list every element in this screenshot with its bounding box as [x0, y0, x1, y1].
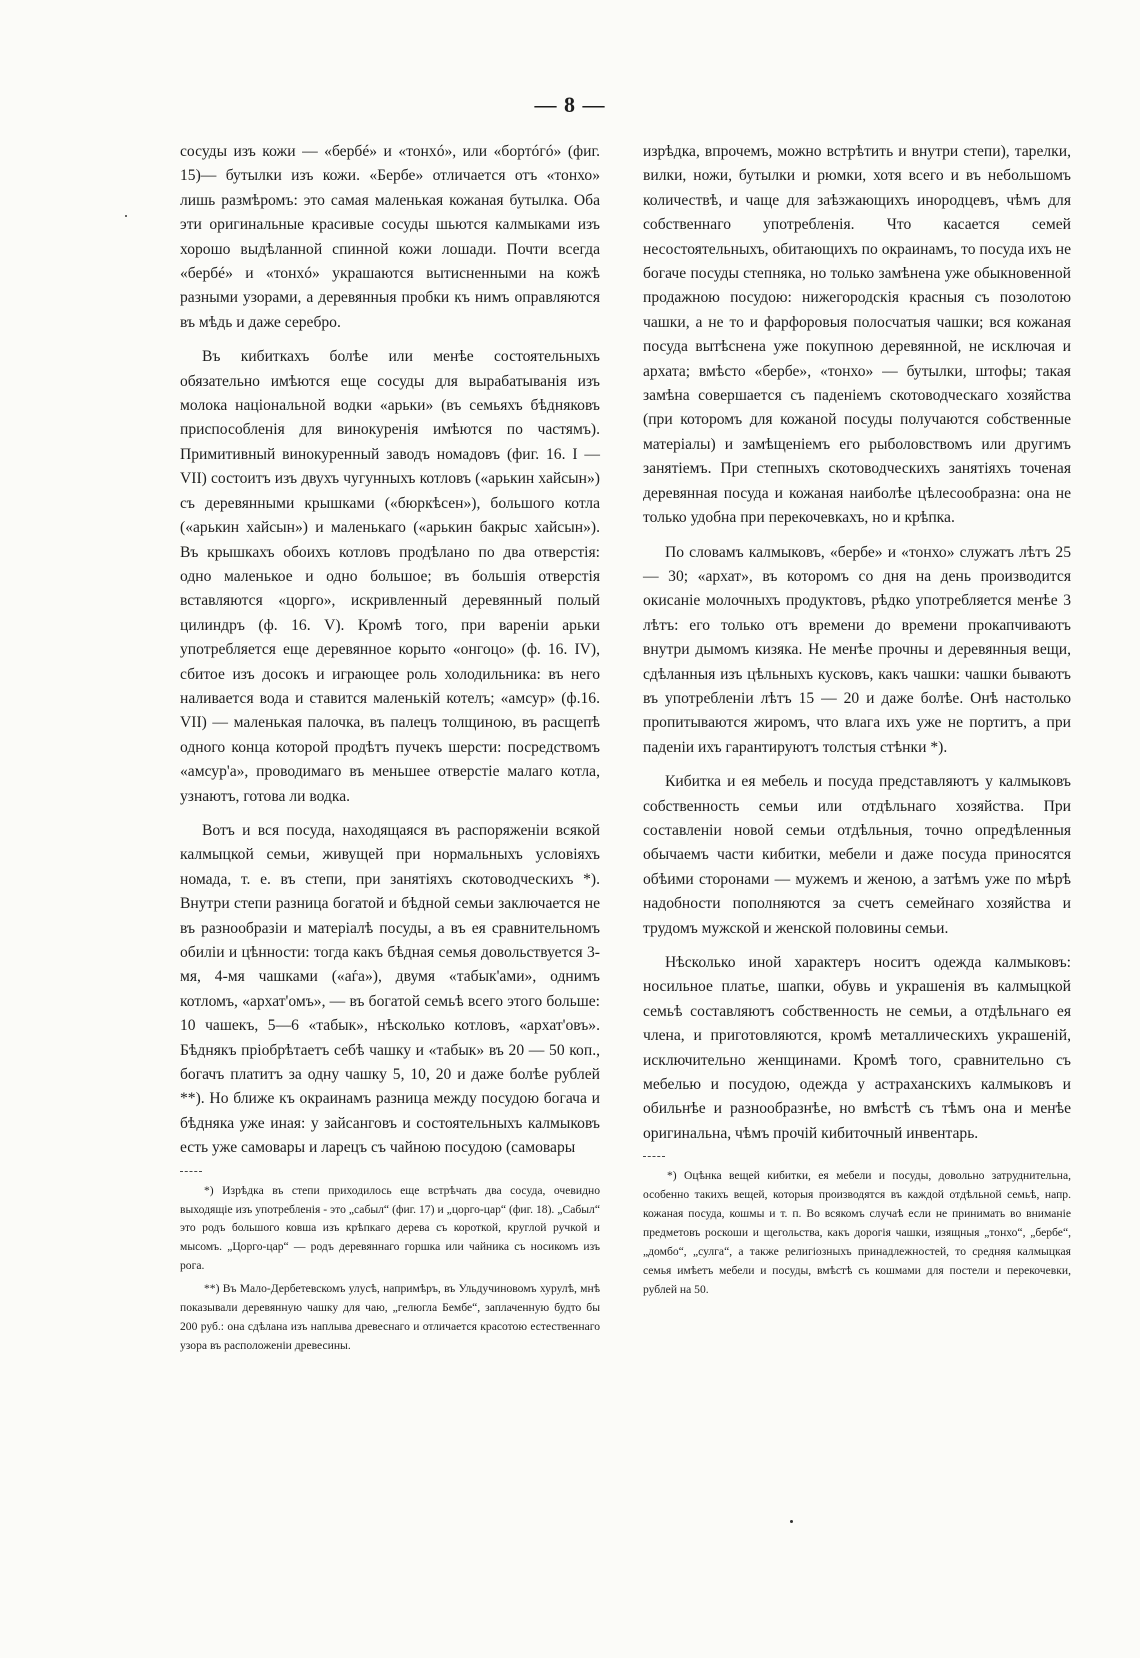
- footnote-separator: [643, 1156, 665, 1157]
- print-speck: [125, 215, 127, 217]
- footnote-separator: [180, 1171, 202, 1172]
- print-speck: [790, 1520, 793, 1523]
- footnote-2: **) Въ Мало-Дербетевскомъ улусѣ, напримѣръ, въ Ульдучиновомъ хурулѣ, мнѣ показывали деревянную чашку для чаю, „гелюгла Бембе“, заплаченную будто бы 200 руб.: она сдѣлана изъ наплыва древеснаго и отличается красотою естественнаго узора въ расположеніи древесины.: [180, 1282, 600, 1352]
- right-paragraph-2: По словамъ калмыковъ, «бербе» и «тонхо» служатъ лѣтъ 25 — 30; «архат», въ которомъ со дня на день производится окисаніе молочныхъ продуктовъ, рѣдко употребляется менѣе 3 лѣтъ: его только отъ времени до времени прокапчиваютъ внутри дымомъ кизяка. Не менѣе прочны и деревянныя вещи, сдѣланныя изъ цѣльныхъ кусковъ, какъ чашки: чашки бываютъ въ употребленіи лѣтъ 15 — 20 и даже болѣе. Онѣ настолько пропитываются жиромъ, что влага ихъ уже не портитъ, а при паденіи ихъ гарантируютъ толстыя стѣнки *).: [643, 543, 1071, 756]
- footnote-1: *) Изрѣдка въ степи приходилось еще встрѣчать два сосуда, очевидно выходящіе изъ употребленія - это „сабыл“ (фиг. 17) и „цорго-цар“ (фиг. 18). „Сабыл“ это родъ большого ковша изъ крѣпкаго дерева съ короткой, круглой ручкой и мысомъ. „Цорго-цар“ — родъ деревяннаго горшка или чайника съ носикомъ изъ рога.: [180, 1183, 600, 1273]
- right-paragraph-3: Кибитка и ея мебель и посуда представляютъ у калмыковъ собственность семьи или отдѣльнаго хозяйства. При составленіи новой семьи отдѣльныя, точно опредѣленныя обычаемъ части кибитки, мебели и даже посуда приносятся обѣими сторонами — мужемъ и женою, а затѣмъ уже по мѣрѣ надобности пополняются за счетъ семейнаго хозяйства и трудомъ мужской и женской половины семьи.: [643, 773, 1071, 937]
- page-number: — 8 —: [534, 92, 606, 117]
- left-paragraph-2: Въ кибиткахъ болѣе или менѣе состоятельныхъ обязательно имѣются еще сосуды для вырабатыванія изъ молока національной водки «арьки» (въ семьяхъ бѣдняковъ приспособленія для винокуренія имѣются по частямъ). Примитивный винокуренный заводъ номадовъ (фиг. 16. I — VII) состоитъ изъ двухъ чугунныхъ котловъ («арькин хайсын») съ деревянными крышками («бюркѣсен»), большого котла («арькин хайсын») и маленькаго («арькин бакрыс хайсын»). Въ крышкахъ обоихъ котловъ продѣлано по два отверстія: одно маленькое и одно большое; въ большія отверстія вставляются «цорго», искривленный деревянный полый цилиндръ (ф. 16. V). Кромѣ того, при вареніи арьки употребляется еще деревянное корыто «онгоцо» (ф. 16. IV), сбитое изъ досокъ и играющее роль холодильника: въ него наливается вода и ставится маленькій котелъ; «амсур» (ф.16. VII) — маленькая палочка, въ палецъ толщиною, въ расщепѣ одного конца которой продѣтъ пучекъ шерсти: посредствомъ «амсур'а», проводимаго въ меньшее отверстіе малаго котла, узнаютъ, готова ли водка.: [180, 348, 600, 805]
- right-column: [643, 140, 1071, 1304]
- right-paragraph-1: изрѣдка, впрочемъ, можно встрѣтить и внутри степи), тарелки, вилки, ножи, бутылки и рюмки, хотя всего и въ небольшомъ количествѣ, и чаще для заѣзжающихъ инородцевъ, чѣмъ для собственнаго употребленія. Что касается семей несостоятельныхъ, обитающихъ по окраинамъ, то посуда ихъ не богаче посуды степняка, но только замѣнена уже обыкновенной продажною посудою: нижегородскія красныя съ позолотою чашки, а не то и фарфоровыя полосчатыя чашки; вся кожаная посуда вытѣснена уже покупною деревянной, не исключая и архата; вмѣсто «бербе», «тонхо» — бутылки, штофы; такая замѣна совершается съ паденіемъ скотоводческаго хозяйства (при которомъ для кожаной посуды получаются собственные матеріалы) и замѣщеніемъ его рыболовствомъ или другимъ занятіемъ. При степныхъ скотоводческихъ занятіяхъ точеная деревянная посуда и кожаная наиболѣе цѣлесообразна: она не только удобна при перекочевкахъ, но и крѣпка.: [643, 143, 1072, 527]
- left-paragraph-3: Вотъ и вся посуда, находящаяся въ распоряженіи всякой калмыцкой семьи, живущей при нормальныхъ условіяхъ номада, т. е. въ степи, при занятіяхъ скотоводческихъ *). Внутри степи разница богатой и бѣдной семьи заключается не въ разнообразіи и матеріалѣ посуды, а въ ея сравнительномъ обиліи и цѣнности: тогда какъ бѣдная семья довольствуется 3-мя, 4-мя чашками («аѓа»), двумя «табык'ами», однимъ котломъ, «архат'омъ», — въ богатой семьѣ всего этого больше: 10 чашекъ, 5—6 «табык», нѣсколько котловъ, «архат'овъ». Бѣднякъ пріобрѣтаетъ себѣ чашку и «табык» въ 20 — 50 коп., богачъ платитъ за одну чашку 5, 10, 20 и даже болѣе рублей **). Но ближе къ окраинамъ разница между посудою богача и бѣдняка уже иная: у зайсанговъ и состоятельныхъ калмыковъ есть уже самовары и ларецъ съ чайною посудою (самовары: [180, 821, 600, 1157]
- right-footnotes: [643, 1167, 1071, 1299]
- right-paragraph-4: Нѣсколько иной характеръ носитъ одежда калмыковъ: носильное платье, шапки, обувь и украшенія въ калмыцкой семьѣ составляютъ собственность не семьи, а отдѣльнаго ея члена, и приготовляются, кромѣ металлическихъ украшеній, исключительно женщинами. Кромѣ того, сравнительно съ мебелью и посудою, одежда у астраханскихъ калмыковъ и обильнѣе и разнообразнѣе, но вмѣстѣ съ тѣмъ она и менѣе оригинальна, чѣмъ прочій кибиточный инвентарь.: [643, 954, 1071, 1142]
- left-paragraph-1: сосуды изъ кожи — «бербé» и «тонхó», или «бортóгó» (фиг. 15)— бутылки изъ кожи. «Бербе» отличается отъ «тонхо» лишь размѣромъ: это самая маленькая кожаная бутылка. Оба эти оригинальные красивые сосуды шьются калмыками изъ хорошо выдѣланной спинной кожи лошади. Почти всегда «бербé» и «тонхó» украшаются вытисненными на кожѣ разными узорами, а деревянныя пробки къ нимъ оправляются въ мѣдь и даже серебро.: [180, 143, 600, 331]
- left-footnotes: [180, 1182, 600, 1356]
- footnote-3: *) Оцѣнка вещей кибитки, ея мебели и посуды, довольно затруднительна, особенно такихъ вещей, которыя производятся въ каждой отдѣльной семьѣ, напр. кожаная посуда, кошмы и т. п. Во всякомъ случаѣ если не принимать во вниманіе предметовъ роскоши и щегольства, какъ дорогія чашки, изящныя „тонхо“, „бербе“, „домбо“, „сулга“, а также религіозныхъ принадлежностей, то средняя калмыцкая семья имѣетъ мебели и посуды, вмѣстѣ съ кошмами для постели и перекочевки, рублей на 50.: [643, 1169, 1071, 1296]
- left-column: [180, 140, 600, 1360]
